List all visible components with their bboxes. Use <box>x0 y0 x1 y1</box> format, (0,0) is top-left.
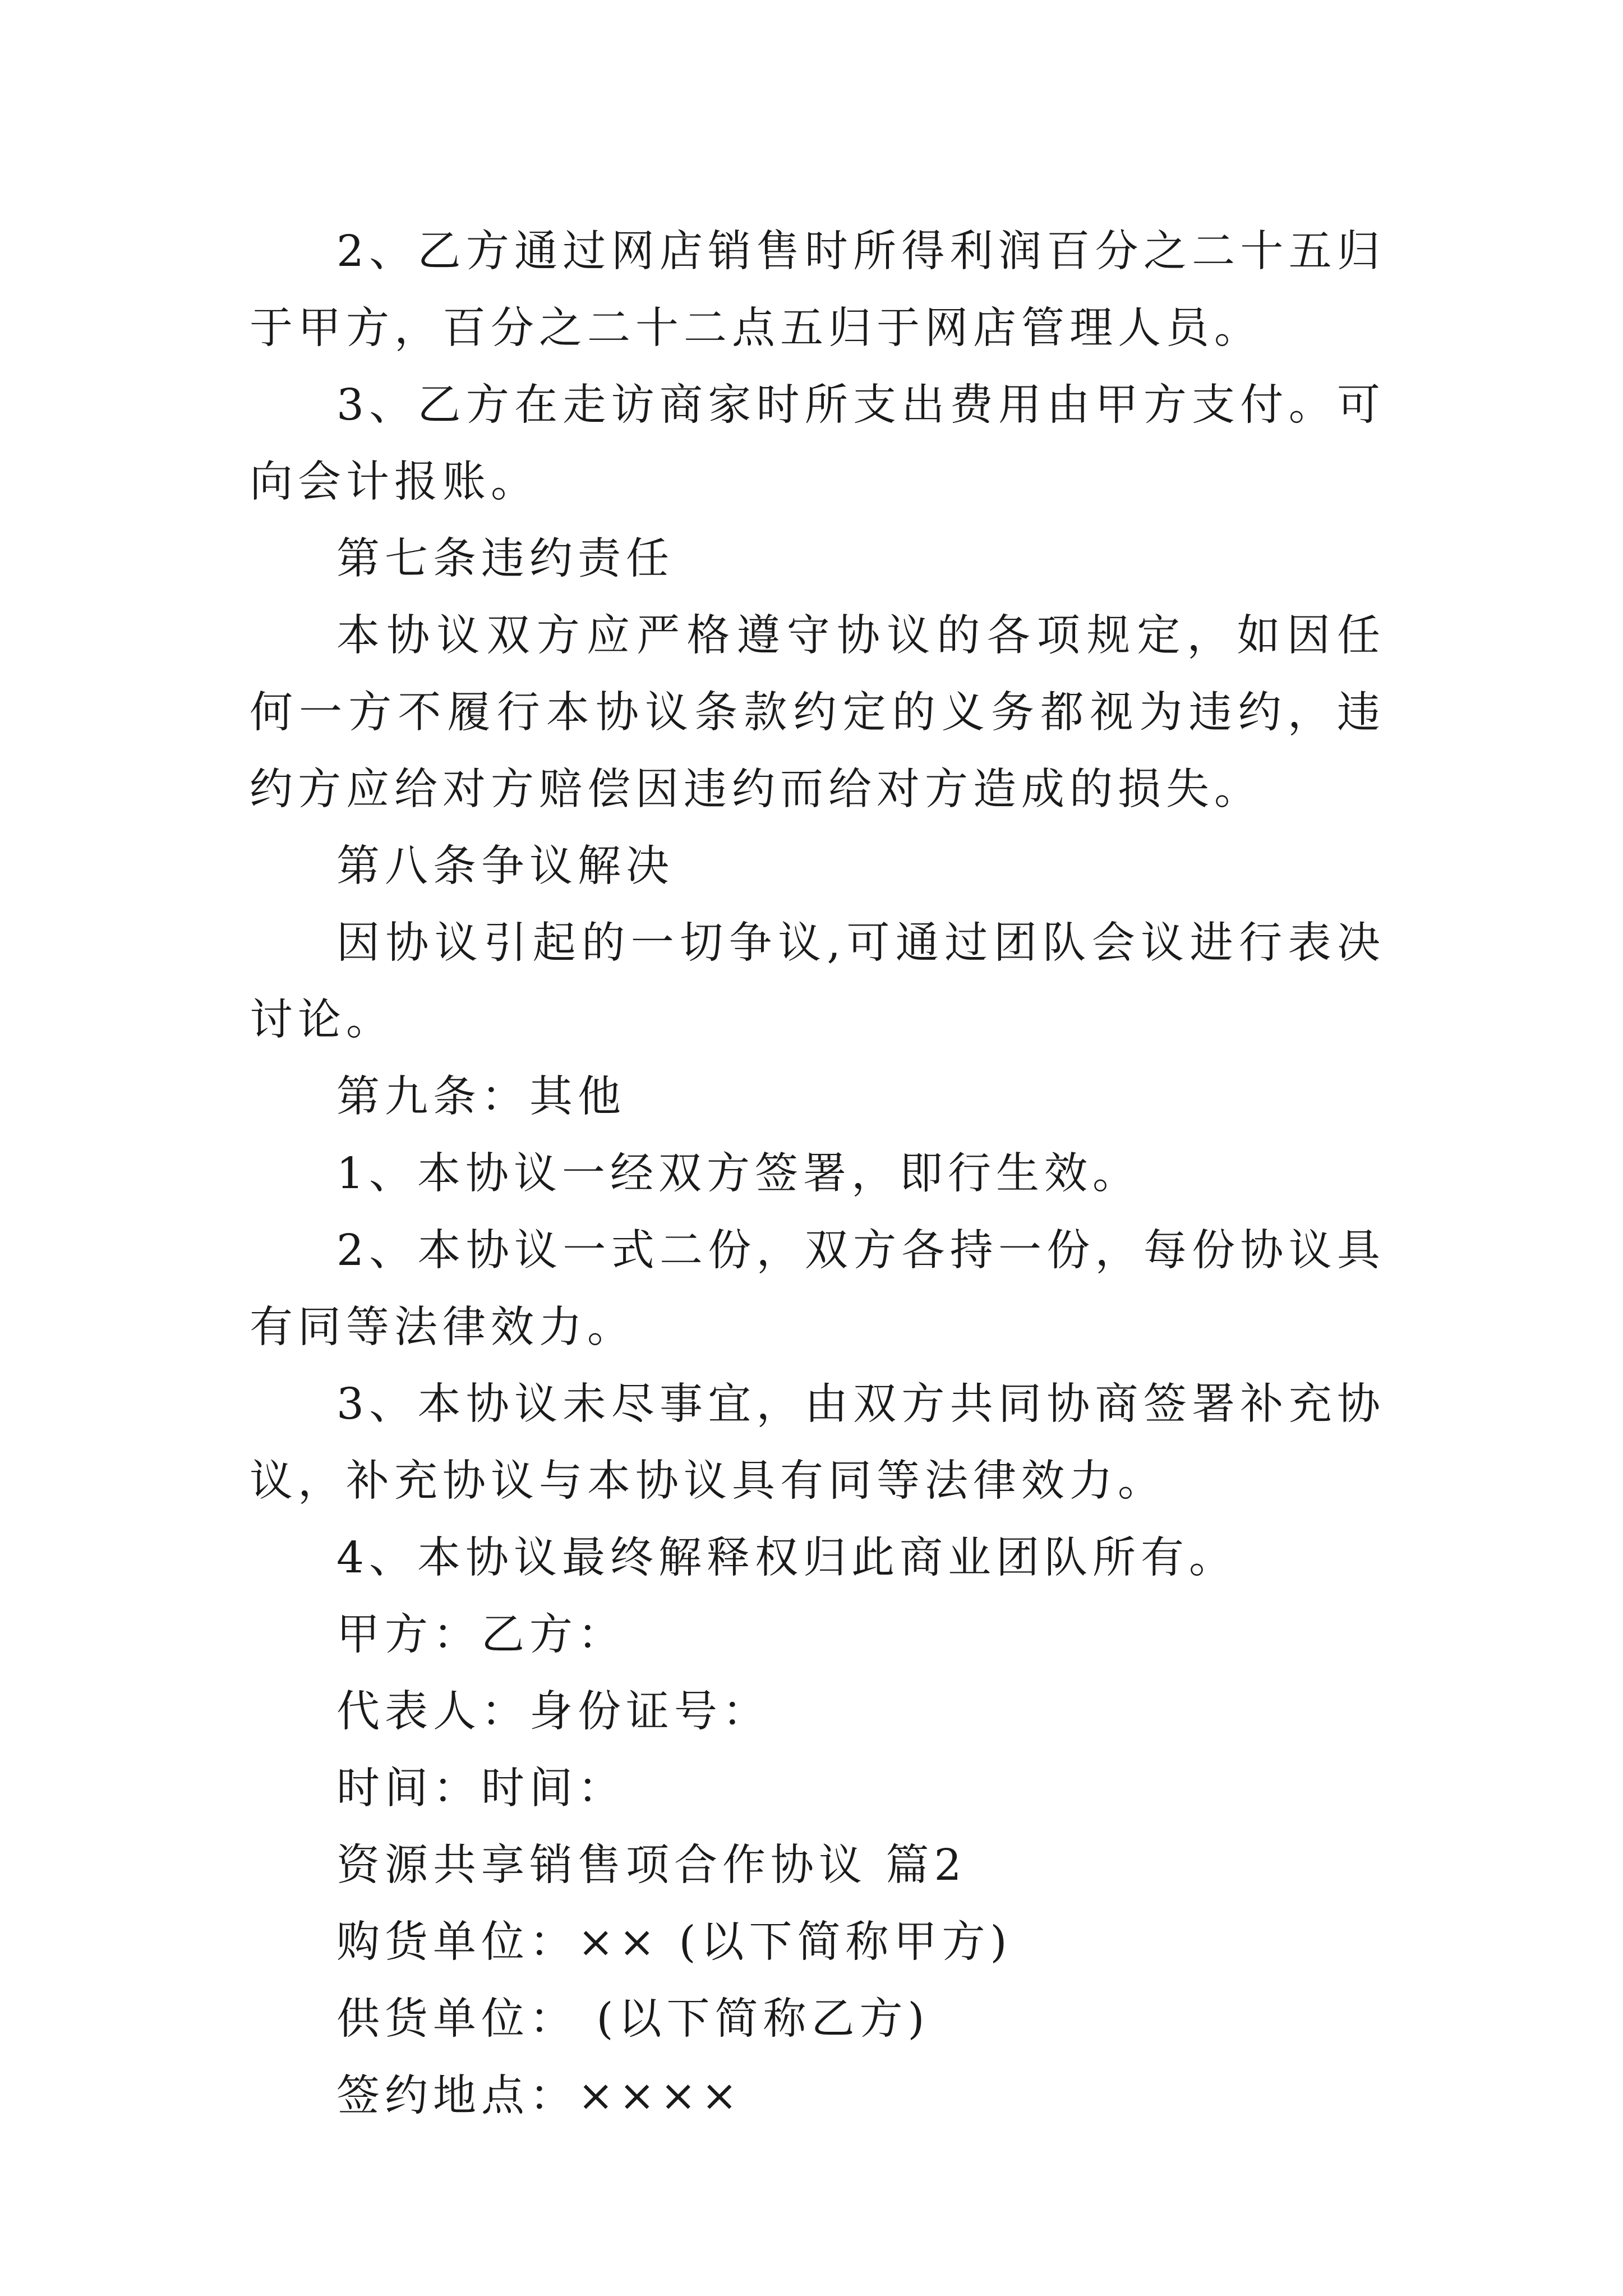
article-9-item-1: 1、本协议一经双方签署，即行生效。 <box>336 1149 1141 1199</box>
article-8-heading: 第八条争议解决 <box>336 841 674 891</box>
signing-location-line: 签约地点：×××× <box>336 2071 743 2121</box>
clause-2-profit-split: 2、乙方通过网店销售时所得利润百分之二十五归于甲方，百分之二十二点五归于网店管理人员。 <box>250 227 1385 353</box>
article-7-body: 本协议双方应严格遵守协议的各项规定，如因任何一方不履行本协议条款约定的义务都视为违约，违约方应给对方赔偿因违约而给对方造成的损失。 <box>250 611 1385 815</box>
article-9-item-3: 3、本协议未尽事宜，由双方共同协商签署补充协议，补充协议与本协议具有同等法律效力。 <box>250 1379 1385 1506</box>
purchaser-line: 购货单位：×× (以下简称甲方) <box>336 1917 1012 1967</box>
signature-representative: 代表人：身份证号： <box>336 1687 771 1737</box>
section-2-title: 资源共享销售项合作协议 篇2 <box>336 1841 967 1890</box>
article-8-body: 因协议引起的一切争议,可通过团队会议进行表决讨论。 <box>250 918 1385 1045</box>
article-7-heading: 第七条违约责任 <box>336 534 674 584</box>
article-9-item-4: 4、本协议最终解释权归此商业团队所有。 <box>336 1533 1237 1583</box>
article-9-item-2: 2、本协议一式二份，双方各持一份，每份协议具有同等法律效力。 <box>250 1226 1385 1352</box>
article-9-heading: 第九条：其他 <box>336 1072 626 1122</box>
signature-parties: 甲方：乙方： <box>336 1610 626 1660</box>
document-body <box>250 213 1385 2134</box>
supplier-line: 供货单位： (以下简称乙方) <box>336 1994 930 2044</box>
signature-date: 时间：时间： <box>336 1764 626 1814</box>
clause-3-expenses: 3、乙方在走访商家时所支出费用由甲方支付。可向会计报账。 <box>250 380 1385 507</box>
